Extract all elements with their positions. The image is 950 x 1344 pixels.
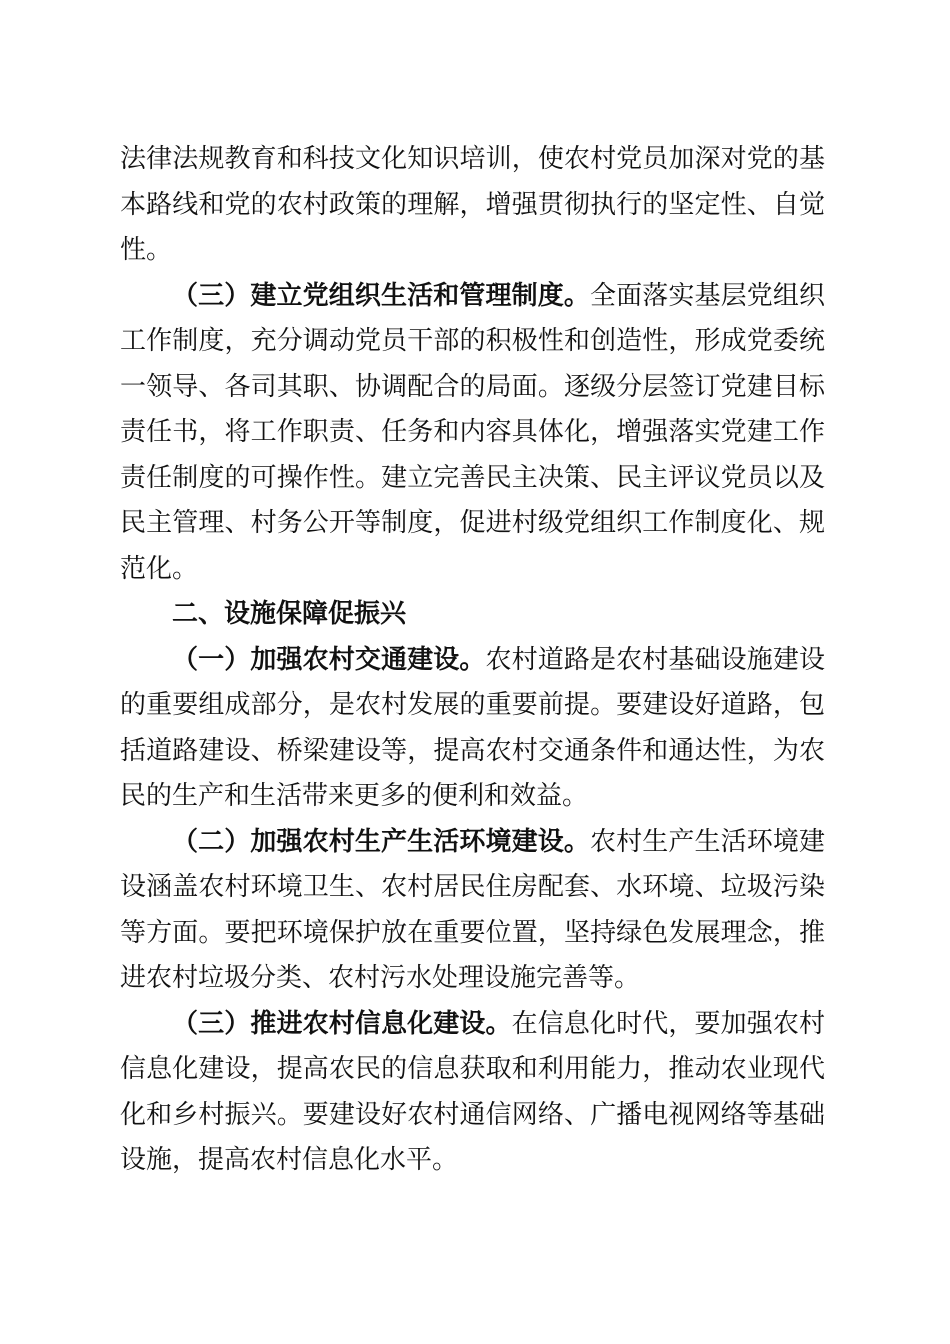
subsection-heading: （二）加强农村生产生活环境建设。 (172, 826, 590, 857)
paragraph-body: 全面落实基层党组织工作制度，充分调动党员干部的积极性和创造性，形成党委统一领导、各司其职、协调配合的局面。逐级分层签订党建目标责任书，将工作职责、任务和内容具体化，增强落实党建工作责任制度的可操作性。建立完善民主决策、民主评议党员以及民主管理、村务公开等制度，促进村级党组织工作制度化、规范化。 (120, 280, 825, 584)
paragraph-body: 在信息化时代，要加强农村信息化建设，提高农民的信息获取和利用能力，推动农业现代化和乡村振兴。要建设好农村通信网络、广播电视网络等基础设施，提高农村信息化水平。 (120, 1008, 825, 1175)
paragraph-body: 农村生产生活环境建设涵盖农村环境卫生、农村居民住房配套、水环境、垃圾污染等方面。要把环境保护放在重要位置，坚持绿色发展理念，推进农村垃圾分类、农村污水处理设施完善等。 (120, 826, 825, 993)
paragraph-informatization (120, 1002, 825, 1184)
paragraph-party-system (120, 274, 825, 593)
paragraph-transport (120, 638, 825, 820)
subsection-heading: （三）推进农村信息化建设。 (172, 1008, 512, 1039)
paragraph-continued (120, 137, 825, 274)
paragraph-environment (120, 820, 825, 1002)
subsection-heading: （一）加强农村交通建设。 (172, 644, 486, 675)
paragraph-body: 法律法规教育和科技文化知识培训，使农村党员加深对党的基本路线和党的农村政策的理解，增强贯彻执行的坚定性、自觉性。 (120, 144, 825, 265)
document-page (120, 137, 825, 1184)
subsection-heading: （三）建立党组织生活和管理制度。 (172, 280, 590, 311)
section-heading: 二、设施保障促振兴 (172, 599, 407, 629)
paragraph-body: 农村道路是农村基础设施建设的重要组成部分，是农村发展的重要前提。要建设好道路，包括道路建设、桥梁建设等，提高农村交通条件和通达性，为农民的生产和生活带来更多的便利和效益。 (120, 644, 825, 811)
